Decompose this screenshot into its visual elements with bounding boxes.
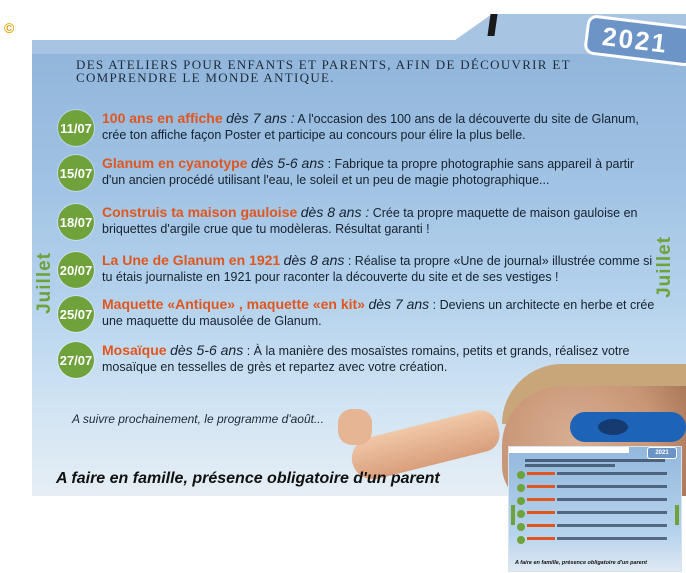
thumb-text-line [557, 498, 667, 501]
activity-description: Crée ta propre maquette de maison gauloise en briquettes d'argile crue que tu modèleras. Résultat garanti ! [102, 206, 638, 236]
thumb-date-dot [517, 536, 525, 544]
header-white-strip [32, 14, 492, 40]
thumb-date-dot [517, 523, 525, 531]
thumb-text-line [557, 537, 667, 540]
activity-text [102, 155, 658, 188]
activity-age: dès 5-6 ans [250, 155, 325, 171]
activity-text [102, 296, 658, 329]
date-badge: 20/07 [58, 252, 94, 288]
family-footer: A faire en famille, présence obligatoire d'un parent [56, 470, 440, 487]
activity-title: Glanum en cyanotype [102, 155, 248, 171]
thumb-side-label [675, 505, 679, 525]
activity-age: dès 5-6 ans [170, 342, 244, 358]
thumb-date-dot [517, 510, 525, 518]
thumb-footer: A faire en famille, présence obligatoire d'un parent [515, 560, 647, 566]
activity-title: Mosaïque [102, 342, 167, 358]
copyright-icon: © [4, 20, 15, 36]
activity-description: : Fabrique ta propre photographie sans appareil à partir d'un ancien procédé utilisant l'eau, le soleil et un peu de magie photographique... [102, 157, 635, 187]
date-badge: 27/07 [58, 342, 94, 378]
thumb-date-dot [517, 471, 525, 479]
date-badge: 11/07 [58, 110, 94, 146]
thumb-title-line [527, 472, 555, 475]
thumb-title-line [527, 485, 555, 488]
date-badge: 25/07 [58, 296, 94, 332]
thumb-text-line [557, 511, 667, 514]
activity-description: : Réalise ta propre «Une de journal» illustrée comme si tu étais journaliste en 1921 pour raconter la découverte du site et de ses vestiges ! [102, 254, 653, 284]
thumb-year-badge: 2021 [647, 447, 677, 459]
poster-thumbnail[interactable] [508, 446, 682, 572]
thumb-title-line [527, 511, 555, 514]
activity-description: : Deviens un architecte en herbe et crée une maquette du mausolée de Glanum. [102, 298, 655, 328]
activity-age: dès 7 ans [368, 296, 430, 312]
activity-title: Maquette «Antique» , maquette «en kit» [102, 296, 365, 312]
activity-title: 100 ans en affiche [102, 110, 223, 126]
intro-text: DES ATELIERS POUR ENFANTS ET PARENTS, AFIN DE DÉCOUVRIR ET COMPRENDRE LE MONDE ANTIQUE. [76, 57, 571, 85]
date-badge: 18/07 [58, 204, 94, 240]
activity-description: : À la manière des mosaïstes romains, petits et grands, réalisez votre mosaïque en tesselles de grès et repartez avec votre création. [102, 344, 630, 374]
thumb-date-dot [517, 484, 525, 492]
thumb-header [509, 447, 629, 453]
thumb-date-dot [517, 497, 525, 505]
thumb-intro-line [525, 459, 665, 462]
side-label-left: Juillet [34, 252, 55, 314]
activity-text [102, 110, 658, 143]
thumb-title-line [527, 537, 555, 540]
activity-text [102, 204, 658, 237]
activity-text [102, 252, 658, 285]
activity-age: dès 8 ans : [300, 204, 370, 220]
side-label-right: Juillet [654, 236, 675, 298]
year-badge: 2021 [583, 14, 686, 67]
child-fist [338, 409, 372, 445]
activity-title: Construis ta maison gauloise [102, 204, 298, 220]
activity-title: La Une de Glanum en 1921 [102, 252, 281, 268]
thumb-title-line [527, 498, 555, 501]
poster [32, 14, 686, 496]
mask-eye [598, 419, 628, 435]
activity-description: A l'occasion des 100 ans de la découverte du site de Glanum, crée ton affiche façon Poster et participe au concours pour élire la plus belle. [102, 112, 639, 142]
activity-age: dès 7 ans : [226, 110, 295, 126]
blue-mask [570, 412, 686, 442]
activity-age: dès 8 ans [283, 252, 345, 268]
thumb-text-line [557, 472, 667, 475]
next-program-text: A suivre prochainement, le programme d'août... [72, 412, 324, 426]
thumb-side-label [511, 505, 515, 525]
thumb-intro-line [525, 464, 615, 467]
date-badge: 15/07 [58, 155, 94, 191]
thumb-text-line [557, 485, 667, 488]
thumb-title-line [527, 524, 555, 527]
thumb-text-line [557, 524, 667, 527]
